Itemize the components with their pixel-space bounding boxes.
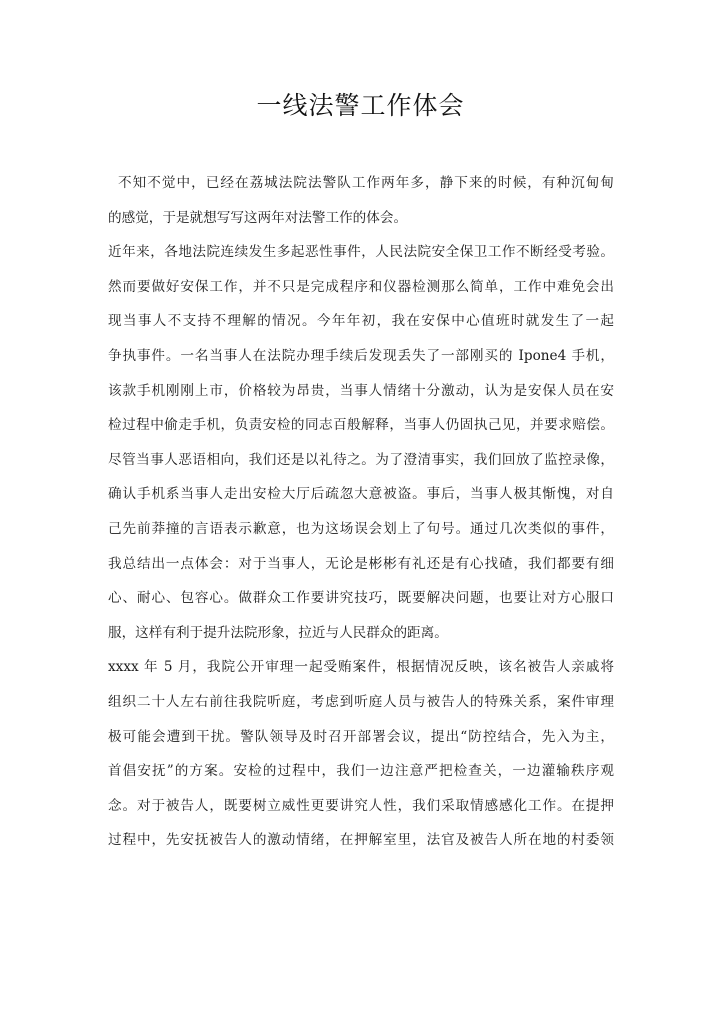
text-line: 的感觉，于是就想写写这两年对法警工作的体会。 xyxy=(108,209,408,226)
text-line: 不知不觉中，已经在荔城法院法警队工作两年多，静下来的时候，有种沉甸甸 xyxy=(118,175,614,191)
text-line: 争执事件。一名当事人在法院办理手续后发现丢失了一部刚买的 Ipone4 手机， xyxy=(108,347,614,364)
text-line: 首倡安抚”的方案。安检的过程中，我们一边注意严把检查关，一边灌输秩序观 xyxy=(108,763,614,780)
text-line: 服，这样有利于提升法院形象，拉近与人民群众的距离。 xyxy=(108,624,448,641)
text-line: 确认手机系当事人走出安检大厅后疏忽大意被盗。事后，当事人极其惭愧，对自 xyxy=(108,486,614,503)
document-title: 一线法警工作体会 xyxy=(256,91,465,120)
text-line: 念。对于被告人，既要树立威性更要讲究人性，我们采取情感感化工作。在提押 xyxy=(108,797,614,814)
text-line: 过程中，先安抚被告人的激动情绪，在押解室里，法官及被告人所在地的村委领 xyxy=(108,832,614,849)
text-line: 尽管当事人恶语相向，我们还是以礼待之。为了澄清事实，我们回放了监控录像， xyxy=(108,451,614,468)
text-line: 近年来，各地法院连续发生多起恶性事件，人民法院安全保卫工作不断经受考验。 xyxy=(108,244,614,261)
text-line: 然而要做好安保工作，并不只是完成程序和仪器检测那么简单，工作中难免会出 xyxy=(108,278,614,295)
text-line: 极可能会遭到干扰。警队领导及时召开部署会议，提出“防控结合，先入为主， xyxy=(108,728,614,745)
text-line: 我总结出一点体会：对于当事人，无论是彬彬有礼还是有心找碴，我们都要有细 xyxy=(108,555,614,572)
text-line: 组织二十人左右前往我院听庭，考虑到听庭人员与被告人的特殊关系，案件审理 xyxy=(108,693,614,710)
text-line: 己先前莽撞的言语表示歉意，也为这场误会划上了句号。通过几次类似的事件， xyxy=(108,520,614,537)
text-line: 心、耐心、包容心。做群众工作要讲究技巧，既要解决问题，也要让对方心服口 xyxy=(108,590,614,607)
text-line: 检过程中偷走手机，负责安检的同志百般解释，当事人仍固执己见，并要求赔偿。 xyxy=(108,417,614,434)
text-line: 该款手机刚刚上市，价格较为昂贵，当事人情绪十分激动，认为是安保人员在安 xyxy=(108,382,614,399)
document-body xyxy=(108,169,614,861)
text-line: 现当事人不支持不理解的情况。今年年初，我在安保中心值班时就发生了一起 xyxy=(108,313,614,330)
text-line: xxxx 年 5 月，我院公开审理一起受贿案件，根据情况反映，该名被告人亲戚将 xyxy=(108,659,614,676)
